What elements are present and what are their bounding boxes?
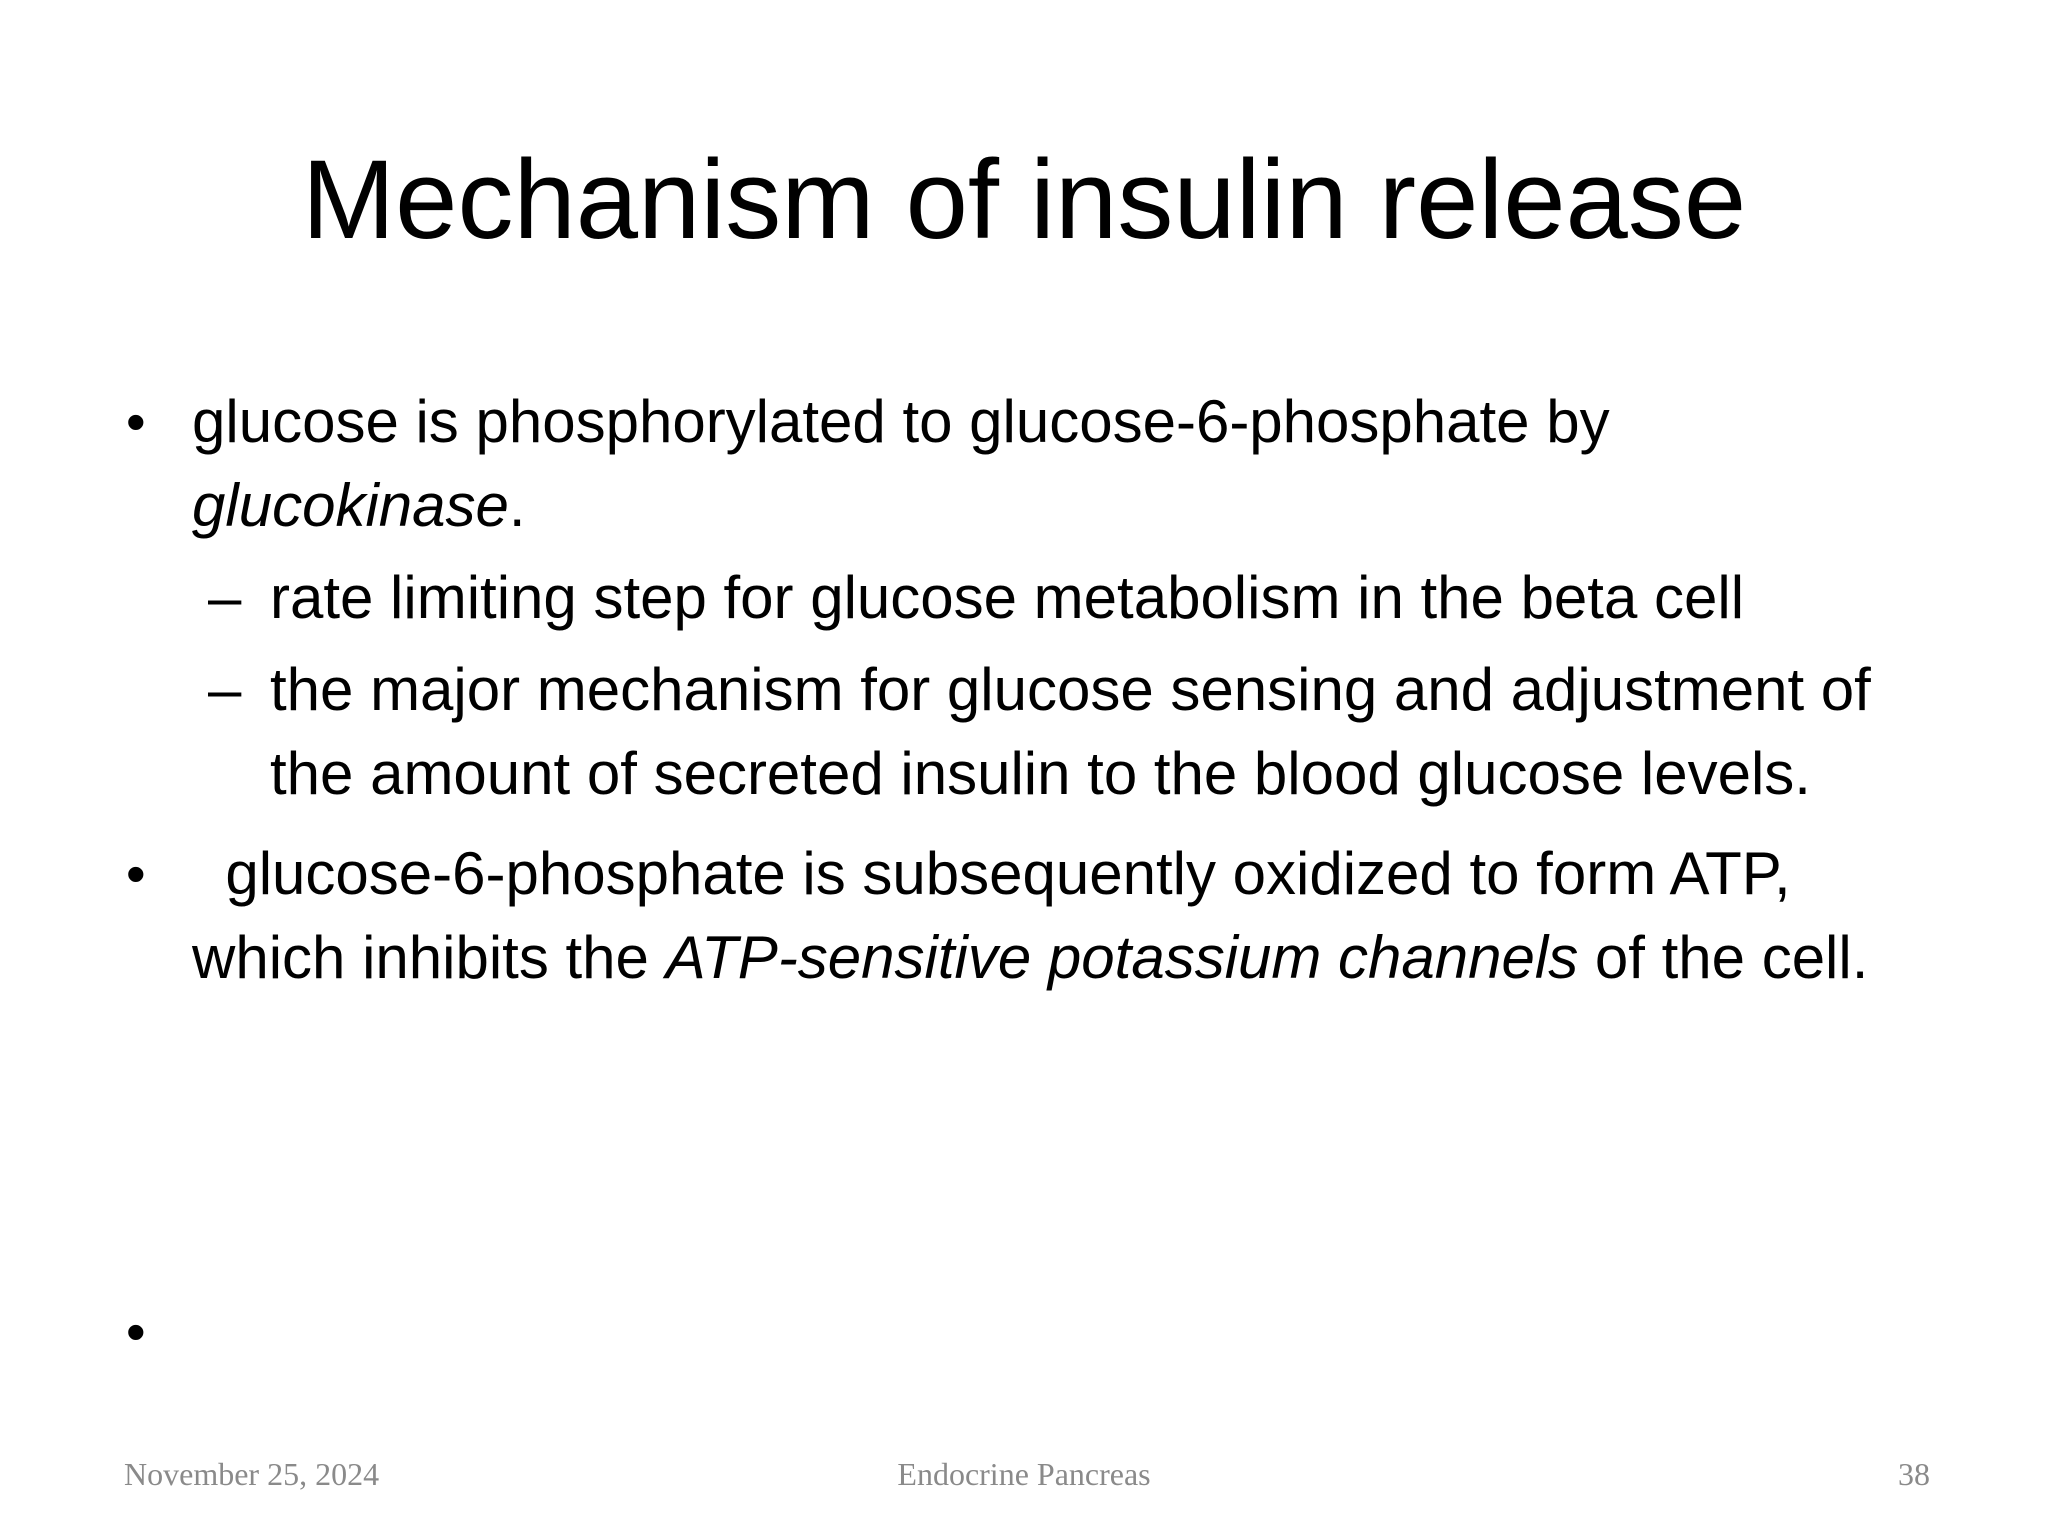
bullet-icon: • [126,842,146,905]
slide-number: 38 [1898,1456,1930,1492]
dash-icon: – [208,656,242,723]
bullet-text: glucose is phosphorylated to glucose-6-phosphate by [192,388,1610,455]
bullet-text-italic: glucokinase [192,472,509,539]
sub-bullet-item [120,556,1940,640]
bullet-text: of the cell. [1578,924,1869,991]
dash-icon: – [208,564,242,631]
sub-bullet-text: rate limiting step for glucose metabolism in the beta cell [270,564,1745,631]
footer-date: November 25, 2024 [124,1456,380,1492]
sub-bullet-item [120,648,1940,816]
footer-title: Endocrine Pancreas [897,1456,1151,1492]
bullet-text-italic: ATP-sensitive potassium channels [665,924,1579,991]
bullet-item [120,832,1940,1000]
slide-title: Mechanism of insulin release [301,137,1747,262]
slide-body [120,380,1940,1363]
bullet-text: . [508,472,526,539]
bullet-item [120,380,1940,548]
bullet-icon: • [126,1300,146,1363]
sub-bullet-text: the major mechanism for glucose sensing and adjustment of the amount of secreted insulin to the blood glucose levels. [270,656,1871,807]
bullet-item-empty [120,1290,292,1374]
bullet-text: glucose-6-phosphate is subsequently oxidized to form ATP, which inhibits the [192,840,1808,991]
bullet-icon: • [126,390,146,453]
